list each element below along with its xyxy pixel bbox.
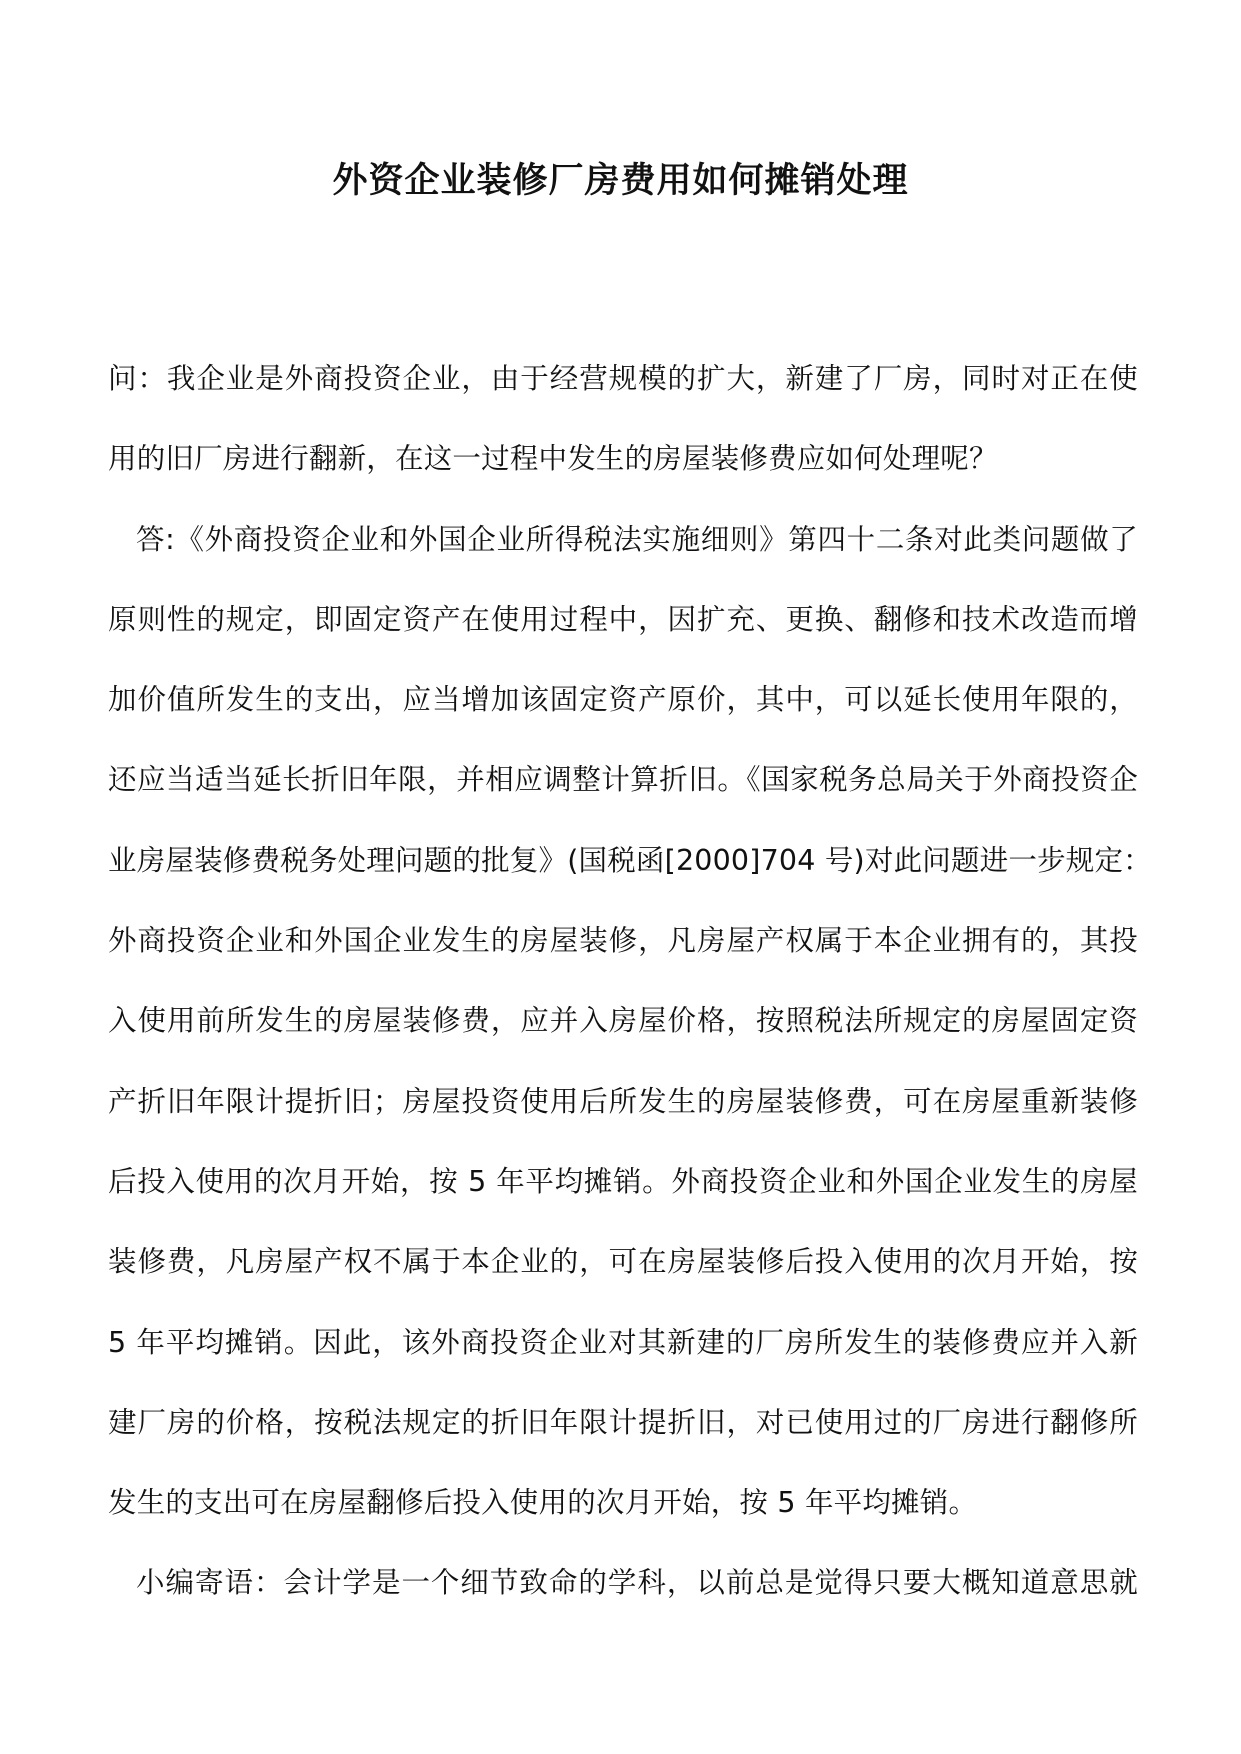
body-line: 5 年平均摊销。因此，该外商投资企业对其新建的厂房所发生的装修费应并入新	[108, 1325, 1138, 1359]
body-line: 入使用前所发生的房屋装修费，应并入房屋价格，按照税法所规定的房屋固定资	[108, 1004, 1138, 1038]
body-line: 发生的支出可在房屋翻修后投入使用的次月开始，按 5 年平均摊销。	[108, 1486, 978, 1520]
body-line: 用的旧厂房进行翻新，在这一过程中发生的房屋装修费应如何处理呢？	[108, 442, 998, 476]
body-line: 外商投资企业和外国企业发生的房屋装修，凡房屋产权属于本企业拥有的，其投	[108, 924, 1138, 958]
body-line: 加价值所发生的支出，应当增加该固定资产原价，其中，可以延长使用年限的，	[108, 683, 1138, 717]
body-line: 建厂房的价格，按税法规定的折旧年限计提折旧，对已使用过的厂房进行翻修所	[108, 1405, 1138, 1439]
body-line: 原则性的规定，即固定资产在使用过程中，因扩充、更换、翻修和技术改造而增	[108, 602, 1138, 636]
document-body	[108, 339, 1152, 1624]
body-line: 后投入使用的次月开始，按 5 年平均摊销。外商投资企业和外国企业发生的房屋	[108, 1164, 1138, 1198]
body-line: 问：我企业是外商投资企业，由于经营规模的扩大，新建了厂房，同时对正在使	[108, 362, 1138, 395]
body-line: 产折旧年限计提折旧；房屋投资使用后所发生的房屋装修费，可在房屋重新装修	[108, 1084, 1138, 1118]
body-line: 小编寄语：会计学是一个细节致命的学科，以前总是觉得只要大概知道意思就	[136, 1566, 1138, 1600]
body-line: 答:《外商投资企业和外国企业所得税法实施细则》第四十二条对此类问题做了	[136, 522, 1138, 556]
body-line: 装修费，凡房屋产权不属于本企业的，可在房屋装修后投入使用的次月开始，按	[108, 1245, 1138, 1279]
body-line: 还应当适当延长折旧年限，并相应调整计算折旧。《国家税务总局关于外商投资企	[108, 763, 1138, 797]
document-title: 外资企业装修厂房费用如何摊销处理	[332, 160, 909, 201]
body-line: 业房屋装修费税务处理问题的批复》(国税函[2000]704 号)对此问题进一步规定：	[108, 843, 1152, 877]
